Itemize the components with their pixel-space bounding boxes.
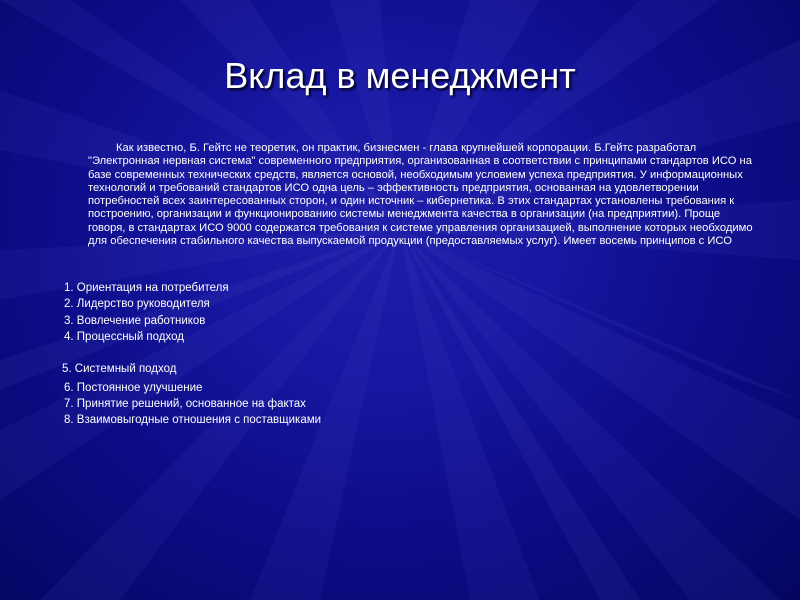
principle-item-3: 3. Вовлечение работников	[64, 315, 206, 327]
principle-item-8: 8. Взаимовыгодные отношения с поставщиками	[64, 414, 322, 426]
principle-item-7: 7. Принятие решений, основанное на фактах	[64, 398, 306, 410]
intro-paragraph: Как известно, Б. Гейтс не теоретик, он практик, бизнесмен - глава крупнейшей корпорации. Б.Гейтс разработал "Электронная нервная система" современного предприятия, организованная в соответствии с принципами стандартов ИСО на базе современных технических средств, является основой, необходимым условием успеха предприятия. У информационных технологий и требований стандартов ИСО одна цель – эффективность предприятия, основанная на удовлетворении потребностей всех заинтересованных сторон, и один источник – кибернетика. В этих стандартах установлены требования к построению, организации и функционированию системы менеджмента качества в организации (на предприятии). Проще говоря, в стандартах ИСО 9000 содержатся требования к системе управления организацией, выполнение которых необходимо для обеспечения стабильного качества выпускаемой продукции (предоставляемых услуг). Имеет восемь принципов с ИСО	[88, 142, 753, 248]
slide-title: Вклад в менеджмент	[224, 55, 576, 96]
principle-item-1: 1. Ориентация на потребителя	[64, 282, 229, 294]
principle-item-4: 4. Процессный подход	[64, 331, 184, 343]
principle-item-2: 2. Лидерство руководителя	[64, 298, 210, 310]
principle-item-6: 6. Постоянное улучшение	[64, 382, 203, 394]
principle-item-5: 5. Системный подход	[62, 363, 177, 375]
